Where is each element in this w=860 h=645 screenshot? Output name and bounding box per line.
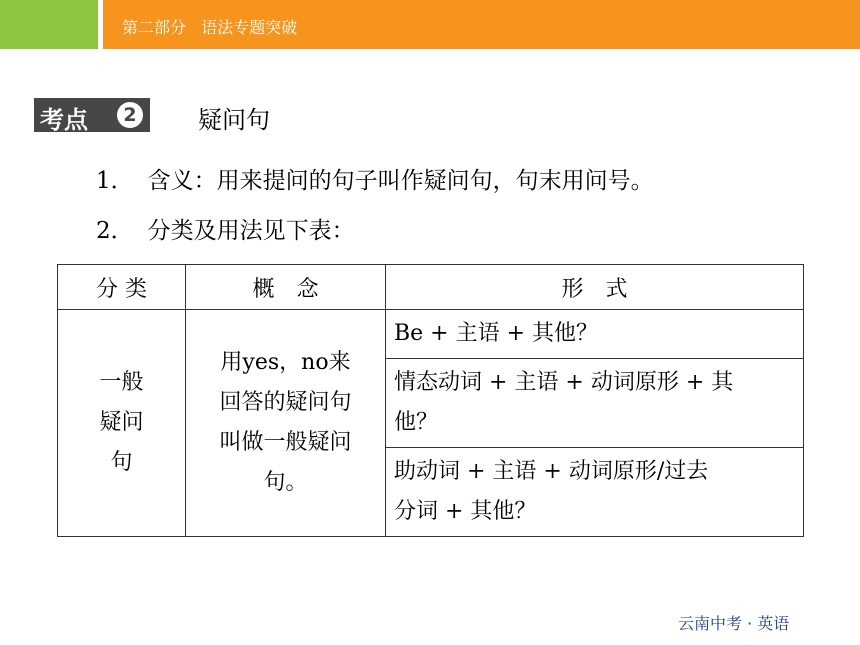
- point-1-label: 含义: [147, 168, 194, 194]
- form-line: 助动词 + 主语 + 动词原形/过去: [394, 459, 709, 484]
- header-accent-block: [0, 0, 98, 49]
- question-type-table: [57, 264, 804, 537]
- point-1-number: 1．: [96, 168, 134, 194]
- header-bar: [0, 0, 860, 49]
- table-row: [58, 310, 804, 359]
- topic-title: 疑问句: [198, 106, 270, 134]
- exam-point-number: 2: [117, 102, 143, 128]
- point-2-text: ：: [331, 218, 355, 244]
- form-line: Be + 主语 + 其他？: [394, 321, 599, 346]
- exam-point-label: 考点: [40, 106, 88, 134]
- header-form: 形 式: [386, 265, 804, 310]
- form-cell: [386, 359, 804, 448]
- concept-line: 句。: [263, 470, 308, 495]
- footer-label: 云南中考 · 英语: [678, 614, 790, 633]
- concept-line: 回答的疑问句: [219, 390, 352, 415]
- header-concept: 概 念: [186, 265, 386, 310]
- header-title: [122, 15, 297, 38]
- form-line: 他？: [394, 410, 439, 435]
- point-2: [96, 212, 355, 245]
- header-section: 第二部分: [122, 18, 187, 37]
- category-line: 句: [110, 450, 133, 475]
- point-2-label: 分类及用法见下表: [147, 218, 332, 244]
- point-2-number: 2．: [96, 218, 134, 244]
- category-line: 疑问: [99, 410, 144, 435]
- table-header-row: [58, 265, 804, 310]
- form-line: 情态动词 + 主语 + 动词原形 + 其: [394, 370, 734, 395]
- form-line: 分词 + 其他？: [394, 499, 537, 524]
- category-cell: [58, 310, 186, 537]
- concept-cell: [186, 310, 386, 537]
- header-subject: 语法专题突破: [201, 18, 298, 37]
- header-category: 分 类: [58, 265, 186, 310]
- point-1: [96, 162, 654, 195]
- point-1-text: ：用来提问的句子叫作疑问句，句末用问号。: [193, 168, 654, 194]
- category-line: 一般: [99, 370, 144, 395]
- form-cell: [386, 448, 804, 537]
- concept-line: 用yes，no来: [220, 350, 351, 375]
- concept-line: 叫做一般疑问: [219, 430, 352, 455]
- form-cell: [386, 310, 804, 359]
